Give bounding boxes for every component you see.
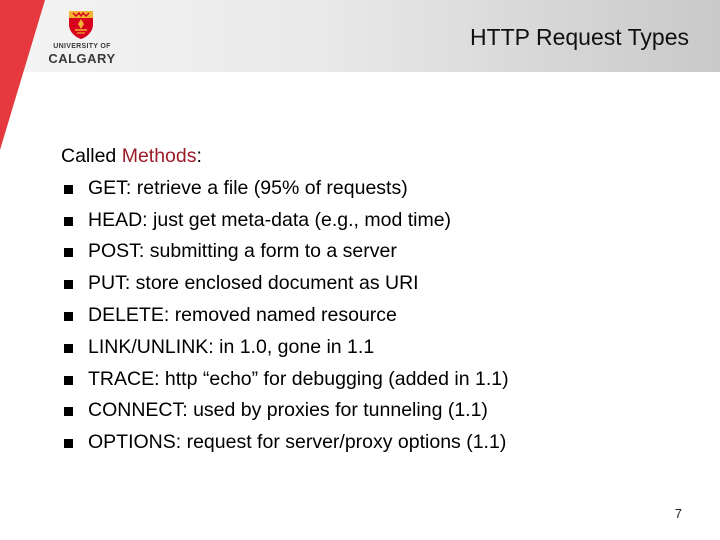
bullet-icon [64,248,73,257]
logo-text-line2: CALGARY [48,51,116,66]
bullet-icon [64,407,73,416]
list-item-text: TRACE: http “echo” for debugging (added in 1.1) [88,367,509,390]
intro-suffix: : [196,145,202,167]
list-item [61,427,681,459]
list-item-text: PUT: store enclosed document as URI [88,272,419,295]
list-item [61,300,681,332]
list-item-text: DELETE: removed named resource [88,303,397,326]
method-list [61,173,681,459]
brand-wedge [0,0,45,150]
list-item [61,364,681,396]
bullet-icon [64,376,73,385]
list-item [61,395,681,427]
list-item-text: LINK/UNLINK: in 1.0, gone in 1.1 [88,335,375,358]
intro-line [61,141,681,173]
university-logo [46,10,118,64]
list-item [61,236,681,268]
list-item-text: CONNECT: used by proxies for tunneling (1.1) [88,399,488,422]
list-item [61,268,681,300]
slide-title: HTTP Request Types [469,24,689,50]
list-item-text: POST: submitting a form to a server [88,240,397,263]
list-item [61,173,681,205]
list-item-text: OPTIONS: request for server/proxy options (1.1) [88,431,507,454]
crest-icon [68,10,94,40]
bullet-icon [64,185,73,194]
bullet-icon [64,344,73,353]
bullet-icon [64,439,73,448]
bullet-icon [64,217,73,226]
list-item [61,205,681,237]
intro-accent: Methods [121,145,197,167]
list-item-text: GET: retrieve a file (95% of requests) [88,176,408,199]
list-item-text: HEAD: just get meta-data (e.g., mod time) [88,208,452,231]
list-item [61,332,681,364]
logo-text-line1: UNIVERSITY OF [53,43,111,50]
bullet-icon [64,280,73,289]
slide-body [61,141,681,459]
intro-prefix: Called [61,145,122,167]
bullet-icon [64,312,73,321]
page-number: 7 [674,506,682,521]
